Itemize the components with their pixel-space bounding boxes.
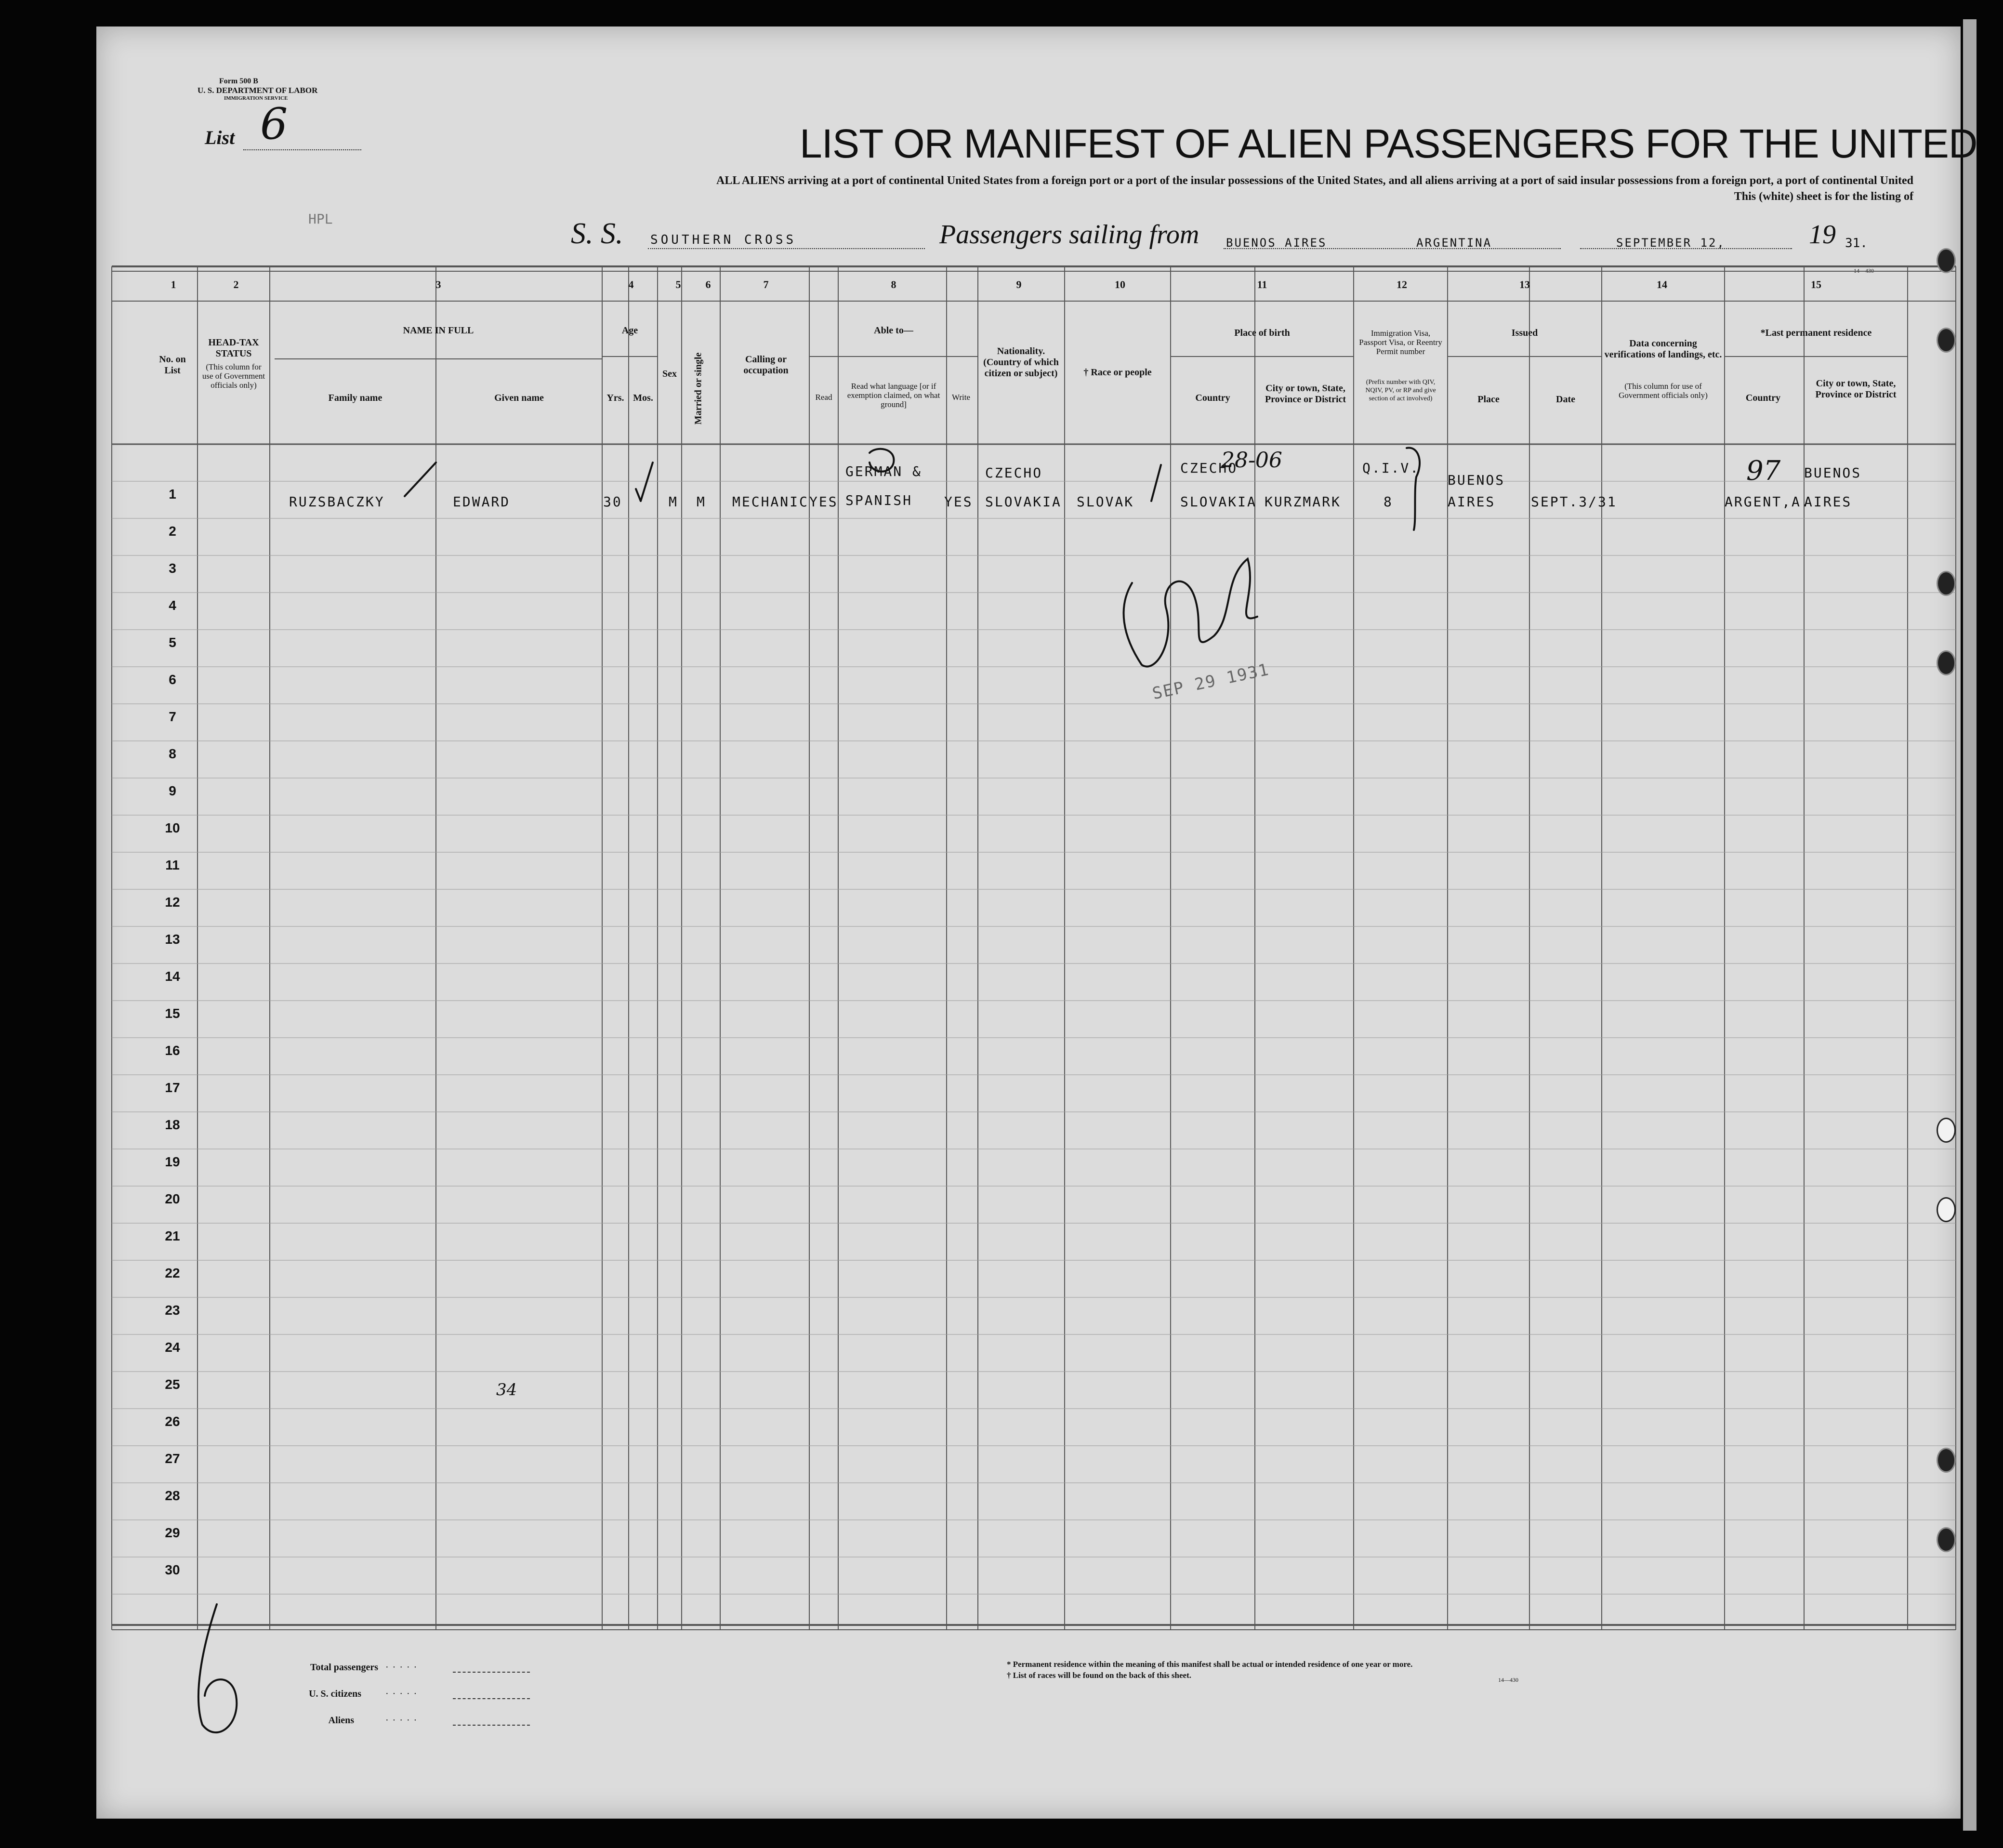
header-mos: Mos. [633,393,653,403]
footer-line-1 [453,1672,530,1673]
col-num-12: 12 [1397,278,1407,290]
footnote-2: † List of races will be found on the back of this sheet. [1007,1671,1191,1680]
check-mark-name [405,462,436,496]
form-code-bottom: 14—430 [1498,1676,1518,1683]
row-number: 7 [169,709,176,724]
stamp-mark: HPL [308,211,333,227]
entry-visa-1: Q.I.V. [1362,460,1420,476]
header-issued-date: Date [1556,394,1575,405]
binder-hole [1937,1118,1956,1143]
form-number: Form 500 B [219,77,258,85]
entry-language-2: SPANISH [845,492,913,508]
binder-hole [1937,328,1956,353]
hand-28-06: 28-06 [1221,448,1282,473]
header-read: Read [815,393,832,402]
port-country: ARGENTINA [1416,236,1492,250]
binder-hole [1937,1448,1956,1473]
header-head-tax: HEAD-TAX STATUS [208,337,259,359]
year-suffix: 31. [1845,236,1868,251]
row-number: 23 [165,1303,180,1318]
row-number: 29 [165,1525,180,1540]
header-birth-city: City or town, State, Province or District [1265,383,1346,405]
date-stamp: SEP 29 1931 [1150,660,1271,704]
entry-given-name: EDWARD [453,494,511,510]
binder-hole [1937,650,1956,675]
row-number: 18 [165,1117,180,1132]
header-family-name: Family name [328,393,382,403]
col-num-3: 3 [435,278,441,290]
header-head-tax-note: (This column for use of Government officials only) [202,362,265,390]
list-label: List [205,127,235,148]
circle-mark-language [870,449,894,472]
footer-line-2 [453,1698,530,1699]
binder-hole [1937,1197,1956,1222]
header-given-name: Given name [494,393,544,403]
total-hand-stroke [198,1604,237,1732]
row-number: 10 [165,820,180,835]
row-number: 26 [165,1414,180,1429]
row-number: 1 [169,487,176,502]
circle-mark-visa [1407,448,1420,530]
header-data-concerning: Data concerning verifications of landings, etc. [1604,338,1722,360]
service: IMMIGRATION SERVICE [224,95,288,101]
header-name-in-full: NAME IN FULL [403,325,474,336]
row-number: 3 [169,561,176,576]
header-last-residence: *Last permanent residence [1760,328,1872,338]
header-res-country: Country [1745,393,1781,403]
entry-issued-place-1: BUENOS [1448,472,1505,488]
row-number: 6 [169,672,176,687]
entry-write: YES [944,494,973,510]
entry-married: M [697,494,706,510]
ship-name: SOUTHERN CROSS [650,233,797,247]
col-num-4: 4 [628,278,634,290]
ss-label: S. S. [571,217,623,250]
entry-res-city-1: BUENOS [1804,465,1862,481]
row-number: 5 [169,635,176,650]
col-num-7: 7 [763,278,769,290]
col-num-5: 5 [675,278,681,290]
port-name: BUENOS AIRES [1226,236,1327,250]
footer-total-passengers: Total passengers [310,1662,378,1673]
entry-birth-city: KURZMARK [1265,494,1341,510]
header-visa: Immigration Visa, Passport Visa, or Reentry Permit number [1359,329,1442,356]
row-number: 16 [165,1043,180,1058]
form-title: LIST OR MANIFEST OF ALIEN PASSENGERS FOR THE UNITED [800,121,1977,166]
row-number: 11 [165,858,180,872]
header-res-city: City or town, State, Province or District [1815,378,1897,400]
footer-line-3 [453,1725,530,1726]
header-calling: Calling or occupation [743,354,789,376]
header-age: Age [621,325,638,336]
row-number: 27 [165,1451,180,1466]
header-birth-country: Country [1195,393,1230,403]
list-number: 6 [260,99,288,149]
row-number: 15 [165,1006,180,1021]
row-number: 28 [165,1488,180,1503]
footer-dots-3: ····· [385,1715,421,1726]
sailing-label: Passengers sailing from [939,220,1199,250]
col-num-13: 13 [1519,278,1530,290]
header-race: † Race or people [1083,367,1152,378]
entry-occupation: MECHANIC [732,494,809,510]
entry-nationality-1: CZECHO [985,465,1043,481]
row-number: 12 [165,895,180,910]
entry-issued-date: SEPT.3/31 [1531,494,1617,510]
binder-hole [1937,571,1956,596]
binder-hole [1937,248,1956,273]
header-nationality: Nationality. (Country of which citizen or subject) [983,346,1059,379]
row-number: 9 [169,783,176,798]
header-visa-note: (Prefix number with QIV, NQIV, PV, or RP and give section of act involved) [1365,379,1436,402]
department: U. S. DEPARTMENT OF LABOR [198,86,318,95]
header-issued-place: Place [1477,394,1500,405]
col-num-10: 10 [1115,278,1125,290]
row-number: 2 [169,524,176,539]
header-issued: Issued [1511,328,1538,338]
hand-97: 97 [1746,455,1781,487]
entry-res-country: ARGENT,A. [1725,494,1811,510]
header-able-to: Able to— [874,325,913,336]
row-number: 8 [169,746,176,761]
row-number: 13 [165,932,180,947]
entry-family-name: RUZSBACZKY [289,494,385,510]
sailing-date: SEPTEMBER 12, [1616,236,1726,250]
header-read-language: Read what language [or if exemption claimed, on what ground] [847,382,940,409]
header-data-note: (This column for use of Government officials only) [1619,382,1708,400]
header-married: Married or single [693,352,704,425]
subtitle-line-2: This (white) sheet is for the listing of [1734,190,1913,203]
row-number: 20 [165,1191,180,1206]
entry-issued-place-2: AIRES [1448,494,1496,510]
row-number: 17 [165,1080,180,1095]
year-prefix: 19 [1809,220,1836,250]
row-number: 30 [165,1562,180,1577]
signature-scrawl [1124,559,1257,666]
footer-us-citizens: U. S. citizens [309,1689,361,1699]
entry-sex: M [669,494,678,510]
row-number: 19 [165,1154,180,1169]
header-sex: Sex [662,369,677,379]
header-write: Write [951,393,971,402]
entry-birth-country-2: SLOVAKIA [1180,494,1257,510]
entry-visa-2: 8 [1384,494,1393,510]
check-mark-age [636,462,653,501]
header-yrs: Yrs. [606,393,624,403]
entry-yrs: 30 [603,494,622,510]
hand-row-25-mark: 34 [496,1380,517,1399]
col-num-6: 6 [705,278,711,290]
entry-race: SLOVAK [1077,494,1134,510]
header-place-of-birth: Place of birth [1234,328,1290,338]
entry-nationality-2: SLOVAKIA [985,494,1062,510]
header-no-on-list: No. on List [159,354,186,376]
entry-read: YES [809,494,838,510]
col-num-8: 8 [891,278,896,290]
footer-aliens: Aliens [328,1715,354,1726]
col-num-11: 11 [1257,278,1267,290]
row-number: 4 [169,598,176,613]
row-number: 25 [165,1377,180,1392]
col-num-1: 1 [171,278,176,290]
row-number: 14 [165,969,180,984]
binder-hole [1937,1527,1956,1552]
entry-language-1: GERMAN & [845,463,922,479]
footnote-1: * Permanent residence within the meaning of this manifest shall be actual or intended residence of one year or more. [1007,1660,1413,1669]
footer-dots-1: ····· [385,1662,421,1673]
row-number: 21 [165,1228,180,1243]
col-num-9: 9 [1016,278,1022,290]
footer-dots-2: ····· [385,1689,421,1699]
entry-res-city-2: AIRES [1804,494,1852,510]
check-mark-race [1151,465,1161,501]
row-number: 22 [165,1266,180,1280]
col-num-2: 2 [233,278,239,290]
col-num-14: 14 [1657,278,1667,290]
col-num-15: 15 [1811,278,1821,290]
row-number: 24 [165,1340,180,1355]
entry-birth-country-1: CZECHO [1180,460,1238,476]
subtitle-line-1: ALL ALIENS arriving at a port of continental United States from a foreign port or a port of the insular possessions of the United States, and all aliens arriving at a port of said insular possessions from a foreign port, a port of continental United [716,174,1913,187]
form-code-top: 14—430 [1854,267,1874,274]
